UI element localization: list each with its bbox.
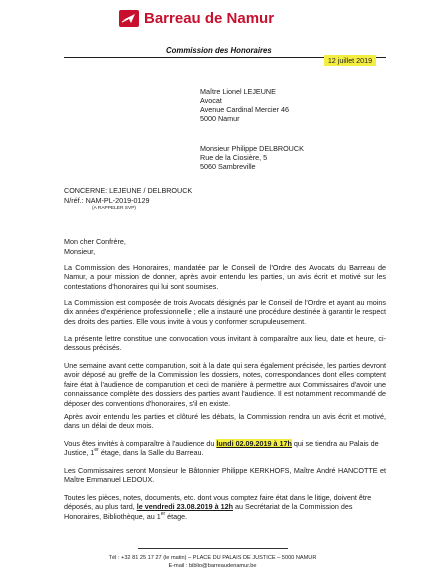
concerne-line: CONCERNE: LEJEUNE / DELBROUCK (64, 186, 193, 195)
hearing-location-post: étage, dans la Salle du Barreau. (100, 448, 204, 458)
hearing-text-pre: Vous êtes invités à comparaître à l'audience du (64, 439, 215, 448)
documents-line-3-post: étage. (167, 511, 188, 521)
paragraph-documents (64, 493, 386, 521)
paragraph-composition: La Commission est composée de trois Avocats désignés par le Conseil de l'Ordre et ayant au moins dix années d'expérience professionnelle ; elle a instauré une procédure destinée à garantir le respect des droits des parties. Elle vous invite à vous y conformer scrupuleusement. (64, 298, 386, 326)
hearing-text-post: qui se tiendra au Palais de (293, 439, 379, 448)
recipient-2-street: Rue de la Ciosière, 5 (200, 153, 268, 162)
paragraph-deposit: Une semaine avant cette comparution, soit à la date qui sera également précisée, les parties devront avoir déposé au greffe de la Commission les dossiers, notes, correspondances dont elles comptent faire état à l'audience de comparution et ceci de manière à permettre aux Commissaires d'avoir une connaissance complète des dossiers des parties avant l'audience. Il est notamment recommandé de déposer des conventions d'honoraires, s'il en existe. (64, 361, 386, 408)
deposit-deadline: le vendredi 23.08.2019 à 12h (136, 502, 234, 512)
letter-date: 12 juillet 2019 (324, 55, 376, 66)
documents-line-1: Toutes les pièces, notes, documents, etc. dont vous comptez faire état dans le litige, doivent être (64, 493, 372, 502)
brand-name: Barreau de Namur (144, 10, 275, 27)
reference-number: N/réf.: NAM-PL-2019-0129 (64, 196, 150, 205)
hearing-date: lundi 02.09.2019 à 17h (216, 439, 292, 448)
recipient-1-street: Avenue Cardinal Mercier 46 (200, 105, 289, 114)
documents-line-2-pre: déposés, au plus tard, (64, 502, 135, 512)
hearing-location-pre: Justice, 1 (64, 448, 95, 458)
reference-note: (A RAPPELER SVP) (92, 206, 136, 211)
paragraph-mission: La Commission des Honoraires, mandatée par le Conseil de l'Ordre des Avocats du Barreau de Namur, a pour mission de donner, après avoir entendu les parties, un avis écrit et motivé sur les contestations d'honoraires qui lui sont soumises. (64, 263, 386, 291)
barreau-logo-icon (119, 10, 139, 27)
paragraph-avis: Après avoir entendu les parties et clôturé les débats, la Commission rendra un avis écrit et motivé, dans un délai de deux mois. (64, 412, 386, 431)
commission-title: Commission des Honoraires (166, 46, 272, 55)
salutation-confrere: Mon cher Confrère, (64, 237, 126, 246)
recipient-2-city: 5060 Sambreville (200, 162, 256, 171)
paragraph-hearing (64, 439, 386, 458)
paragraph-commissioners: Les Commissaires seront Monsieur le Bâtonnier Philippe KERKHOFS, Maître André HANCOTTE et Maître Emmanuel LEDOUX. (64, 466, 386, 485)
paragraph-convocation: La présente lettre constitue une convocation vous invitant à comparaître aux lieu, date et heure, ci-dessous précisés. (64, 334, 386, 353)
salutation-monsieur: Monsieur, (64, 247, 96, 256)
footer-divider (138, 548, 288, 549)
footer-email-link[interactable]: biblio@barreaudenamur.be (188, 563, 257, 569)
footer-email-line (0, 562, 425, 570)
recipient-1-name: Maître Lionel LEJEUNE (200, 87, 276, 96)
recipient-1-city: 5000 Namur (200, 114, 240, 123)
footer-email-label: E-mail : (168, 563, 188, 569)
footer-contact: Tél : +32 81 25 17 27 (le matin) – PLACE DU PALAIS DE JUSTICE – 5000 NAMUR (108, 555, 317, 561)
floor-superscript-2: er (160, 510, 166, 517)
documents-line-3-pre: Honoraires, Bibliothèque, au 1 (64, 511, 161, 521)
documents-line-2-post: au Secrétariat de la Commission des (235, 502, 353, 512)
recipient-2-name: Monsieur Philippe DELBROUCK (200, 144, 304, 153)
floor-superscript: er (94, 447, 99, 454)
recipient-1-title: Avocat (200, 96, 222, 105)
